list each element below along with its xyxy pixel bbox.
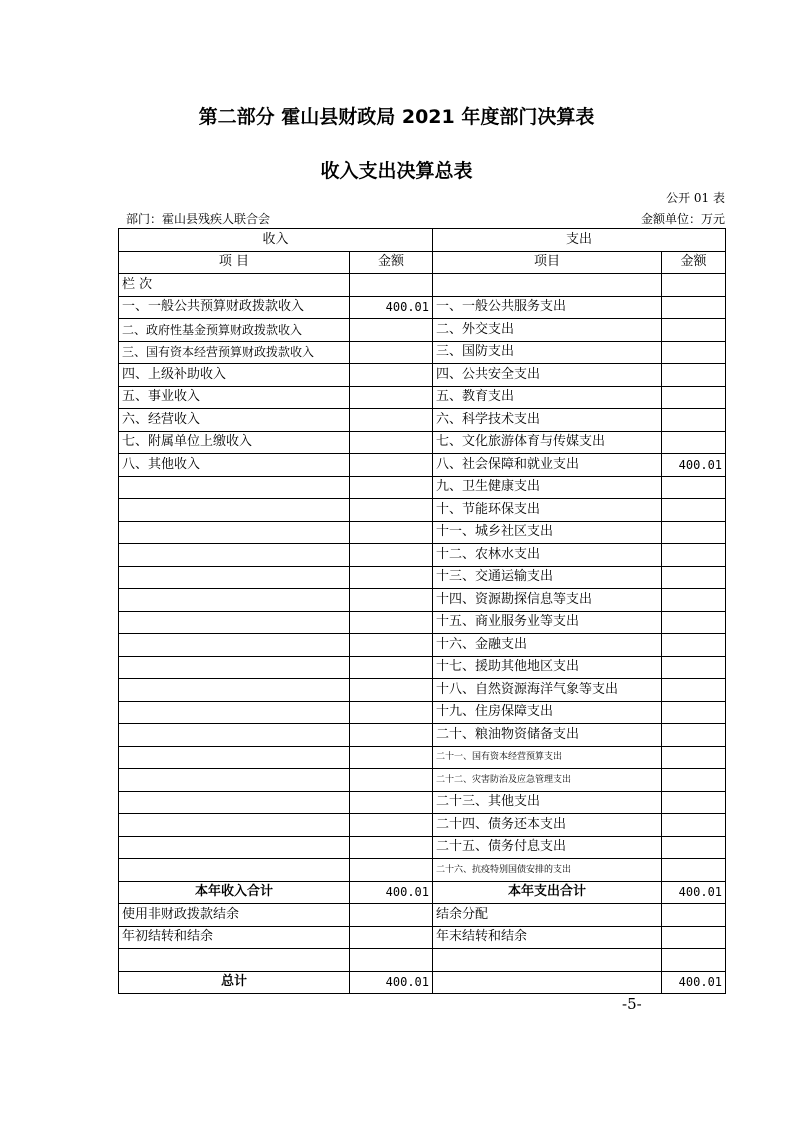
expense-item-cell: 一、一般公共服务支出 bbox=[433, 296, 662, 319]
expense-item-cell: 十、节能环保支出 bbox=[433, 499, 662, 522]
expense-amount-cell bbox=[662, 364, 726, 387]
expense-amount-cell bbox=[662, 589, 726, 612]
income-amount-cell bbox=[350, 859, 433, 882]
table-row bbox=[119, 544, 726, 567]
expense-amount-cell bbox=[662, 836, 726, 859]
table-row bbox=[119, 656, 726, 679]
expense-item-header: 项目 bbox=[433, 251, 662, 274]
income-amount-cell bbox=[350, 499, 433, 522]
expense-item-cell: 十一、城乡社区支出 bbox=[433, 521, 662, 544]
expense-item-cell: 五、教育支出 bbox=[433, 386, 662, 409]
table-row bbox=[119, 454, 726, 477]
income-amount-cell: 400.01 bbox=[350, 296, 433, 319]
expense-amount-cell bbox=[662, 611, 726, 634]
income-amount-cell bbox=[350, 814, 433, 837]
income-amount-cell bbox=[350, 386, 433, 409]
expense-item-cell: 十七、援助其他地区支出 bbox=[433, 656, 662, 679]
income-amount-cell bbox=[350, 566, 433, 589]
income-item-cell bbox=[119, 701, 350, 724]
table-row bbox=[119, 679, 726, 702]
income-amount-cell bbox=[350, 701, 433, 724]
expense-item-cell: 十二、农林水支出 bbox=[433, 544, 662, 567]
expense-item-cell: 九、卫生健康支出 bbox=[433, 476, 662, 499]
income-item-cell: 七、附属单位上缴收入 bbox=[119, 431, 350, 454]
income-item-cell: 四、上级补助收入 bbox=[119, 364, 350, 387]
expense-item-cell: 十六、金融支出 bbox=[433, 634, 662, 657]
income-item-cell: 二、政府性基金预算财政拨款收入 bbox=[119, 319, 350, 342]
table-row bbox=[119, 836, 726, 859]
expense-amount-header: 金额 bbox=[662, 251, 726, 274]
income-item-cell bbox=[119, 589, 350, 612]
income-amount-cell bbox=[350, 364, 433, 387]
expense-amount-cell bbox=[662, 746, 726, 769]
income-amount-cell bbox=[350, 836, 433, 859]
income-amount-cell bbox=[350, 431, 433, 454]
expense-item-cell: 二、外交支出 bbox=[433, 319, 662, 342]
table-row bbox=[119, 319, 726, 342]
expense-item-cell: 八、社会保障和就业支出 bbox=[433, 454, 662, 477]
income-amount-header: 金额 bbox=[350, 251, 433, 274]
expense-amount-cell bbox=[662, 521, 726, 544]
table-row bbox=[119, 499, 726, 522]
expense-item-cell: 十九、住房保障支出 bbox=[433, 701, 662, 724]
income-item-cell bbox=[119, 769, 350, 792]
table-row bbox=[119, 746, 726, 769]
income-amount-cell bbox=[350, 679, 433, 702]
income-amount-cell bbox=[350, 746, 433, 769]
expense-item-cell: 十五、商业服务业等支出 bbox=[433, 611, 662, 634]
income-amount-cell bbox=[350, 409, 433, 432]
expense-total-label: 本年支出合计 bbox=[433, 881, 662, 904]
unit-label: 金额单位：万元 bbox=[640, 212, 725, 226]
expense-item-cell: 二十四、债务还本支出 bbox=[433, 814, 662, 837]
expense-amount-cell bbox=[662, 634, 726, 657]
income-amount-cell bbox=[350, 904, 433, 927]
totals-row bbox=[119, 881, 726, 904]
table-row bbox=[119, 341, 726, 364]
expense-item-cell bbox=[433, 949, 662, 972]
grand-expense-amount: 400.01 bbox=[662, 971, 726, 994]
expense-amount-cell bbox=[662, 814, 726, 837]
expense-amount-cell bbox=[662, 319, 726, 342]
page-number: -5- bbox=[622, 995, 642, 1013]
income-amount-cell bbox=[350, 926, 433, 949]
grand-total-label: 总计 bbox=[119, 971, 350, 994]
expense-item-cell: 二十二、灾害防治及应急管理支出 bbox=[433, 769, 662, 792]
table-row bbox=[119, 566, 726, 589]
income-item-cell: 六、经营收入 bbox=[119, 409, 350, 432]
income-item-cell bbox=[119, 566, 350, 589]
table-row bbox=[119, 791, 726, 814]
expense-amount-cell bbox=[662, 656, 726, 679]
table-row bbox=[119, 949, 726, 972]
expense-item-cell: 二十、粮油物资储备支出 bbox=[433, 724, 662, 747]
income-item-cell bbox=[119, 499, 350, 522]
expense-item-cell: 结余分配 bbox=[433, 904, 662, 927]
income-item-cell bbox=[119, 859, 350, 882]
income-item-cell bbox=[119, 724, 350, 747]
income-item-cell bbox=[119, 656, 350, 679]
income-amount-cell bbox=[350, 724, 433, 747]
expense-item-cell: 七、文化旅游体育与传媒支出 bbox=[433, 431, 662, 454]
income-amount-cell bbox=[350, 589, 433, 612]
table-row bbox=[119, 926, 726, 949]
lanci-cell bbox=[433, 274, 662, 297]
expense-amount-cell bbox=[662, 341, 726, 364]
expense-total-amount: 400.01 bbox=[662, 881, 726, 904]
table-row bbox=[119, 476, 726, 499]
table-row bbox=[119, 296, 726, 319]
income-amount-cell bbox=[350, 521, 433, 544]
table-row bbox=[119, 701, 726, 724]
expense-item-cell: 二十六、抗疫特别国债安排的支出 bbox=[433, 859, 662, 882]
page-title: 第二部分 霍山县财政局 2021 年度部门决算表 bbox=[198, 106, 595, 128]
expense-item-cell: 三、国防支出 bbox=[433, 341, 662, 364]
income-amount-cell bbox=[350, 611, 433, 634]
table-row bbox=[119, 634, 726, 657]
expense-item-cell: 四、公共安全支出 bbox=[433, 364, 662, 387]
expense-item-cell: 六、科学技术支出 bbox=[433, 409, 662, 432]
expense-amount-cell bbox=[662, 904, 726, 927]
income-item-cell bbox=[119, 544, 350, 567]
expense-amount-cell bbox=[662, 769, 726, 792]
income-item-cell: 使用非财政拨款结余 bbox=[119, 904, 350, 927]
expense-amount-cell bbox=[662, 544, 726, 567]
column-header-row bbox=[119, 251, 726, 274]
expense-amount-cell bbox=[662, 949, 726, 972]
table-row bbox=[119, 521, 726, 544]
income-item-cell: 一、一般公共预算财政拨款收入 bbox=[119, 296, 350, 319]
table-row bbox=[119, 611, 726, 634]
expense-section-header: 支出 bbox=[433, 229, 726, 252]
expense-amount-cell bbox=[662, 476, 726, 499]
table-row bbox=[119, 409, 726, 432]
expense-amount-cell: 400.01 bbox=[662, 454, 726, 477]
table-row bbox=[119, 859, 726, 882]
grand-total-row bbox=[119, 971, 726, 994]
grand-expense-label bbox=[433, 971, 662, 994]
budget-table bbox=[118, 228, 726, 994]
income-item-cell bbox=[119, 746, 350, 769]
income-total-label: 本年收入合计 bbox=[119, 881, 350, 904]
income-amount-cell bbox=[350, 949, 433, 972]
table-row bbox=[119, 364, 726, 387]
expense-item-cell: 十四、资源勘探信息等支出 bbox=[433, 589, 662, 612]
expense-amount-cell bbox=[662, 791, 726, 814]
income-amount-cell bbox=[350, 769, 433, 792]
income-amount-cell bbox=[350, 791, 433, 814]
expense-amount-cell bbox=[662, 724, 726, 747]
table-row bbox=[119, 769, 726, 792]
expense-amount-cell bbox=[662, 431, 726, 454]
income-item-cell bbox=[119, 949, 350, 972]
income-amount-cell bbox=[350, 656, 433, 679]
income-total-amount: 400.01 bbox=[350, 881, 433, 904]
expense-amount-cell bbox=[662, 566, 726, 589]
lanci-row bbox=[119, 274, 726, 297]
income-amount-cell bbox=[350, 454, 433, 477]
income-section-header: 收入 bbox=[119, 229, 433, 252]
expense-amount-cell bbox=[662, 296, 726, 319]
expense-amount-cell bbox=[662, 386, 726, 409]
income-item-cell bbox=[119, 476, 350, 499]
expense-amount-cell bbox=[662, 409, 726, 432]
income-item-cell bbox=[119, 836, 350, 859]
section-header-row bbox=[119, 229, 726, 252]
income-item-cell bbox=[119, 521, 350, 544]
income-item-cell: 三、国有资本经营预算财政拨款收入 bbox=[119, 341, 350, 364]
table-row bbox=[119, 386, 726, 409]
expense-amount-cell bbox=[662, 499, 726, 522]
income-amount-cell bbox=[350, 341, 433, 364]
income-item-cell bbox=[119, 634, 350, 657]
lanci-cell bbox=[662, 274, 726, 297]
income-item-cell bbox=[119, 791, 350, 814]
budget-table-body bbox=[119, 229, 726, 994]
expense-amount-cell bbox=[662, 679, 726, 702]
income-amount-cell bbox=[350, 319, 433, 342]
income-item-cell: 八、其他收入 bbox=[119, 454, 350, 477]
expense-item-cell: 二十一、国有资本经营预算支出 bbox=[433, 746, 662, 769]
lanci-cell bbox=[350, 274, 433, 297]
income-item-header: 项 目 bbox=[119, 251, 350, 274]
table-row bbox=[119, 724, 726, 747]
expense-item-cell: 十三、交通运输支出 bbox=[433, 566, 662, 589]
lanci-label: 栏 次 bbox=[119, 274, 350, 297]
income-amount-cell bbox=[350, 634, 433, 657]
expense-amount-cell bbox=[662, 926, 726, 949]
income-item-cell: 五、事业收入 bbox=[119, 386, 350, 409]
income-item-cell: 年初结转和结余 bbox=[119, 926, 350, 949]
income-amount-cell bbox=[350, 544, 433, 567]
table-row bbox=[119, 431, 726, 454]
department-label: 部门：霍山县残疾人联合会 bbox=[126, 212, 271, 226]
expense-item-cell: 年末结转和结余 bbox=[433, 926, 662, 949]
expense-amount-cell bbox=[662, 859, 726, 882]
table-code: 公开 01 表 bbox=[666, 191, 725, 205]
income-item-cell bbox=[119, 814, 350, 837]
expense-item-cell: 二十三、其他支出 bbox=[433, 791, 662, 814]
table-row bbox=[119, 814, 726, 837]
income-item-cell bbox=[119, 679, 350, 702]
income-item-cell bbox=[119, 611, 350, 634]
table-row bbox=[119, 589, 726, 612]
table-title: 收入支出决算总表 bbox=[320, 160, 473, 182]
table-row bbox=[119, 904, 726, 927]
grand-income-amount: 400.01 bbox=[350, 971, 433, 994]
expense-item-cell: 二十五、债务付息支出 bbox=[433, 836, 662, 859]
expense-amount-cell bbox=[662, 701, 726, 724]
income-amount-cell bbox=[350, 476, 433, 499]
expense-item-cell: 十八、自然资源海洋气象等支出 bbox=[433, 679, 662, 702]
